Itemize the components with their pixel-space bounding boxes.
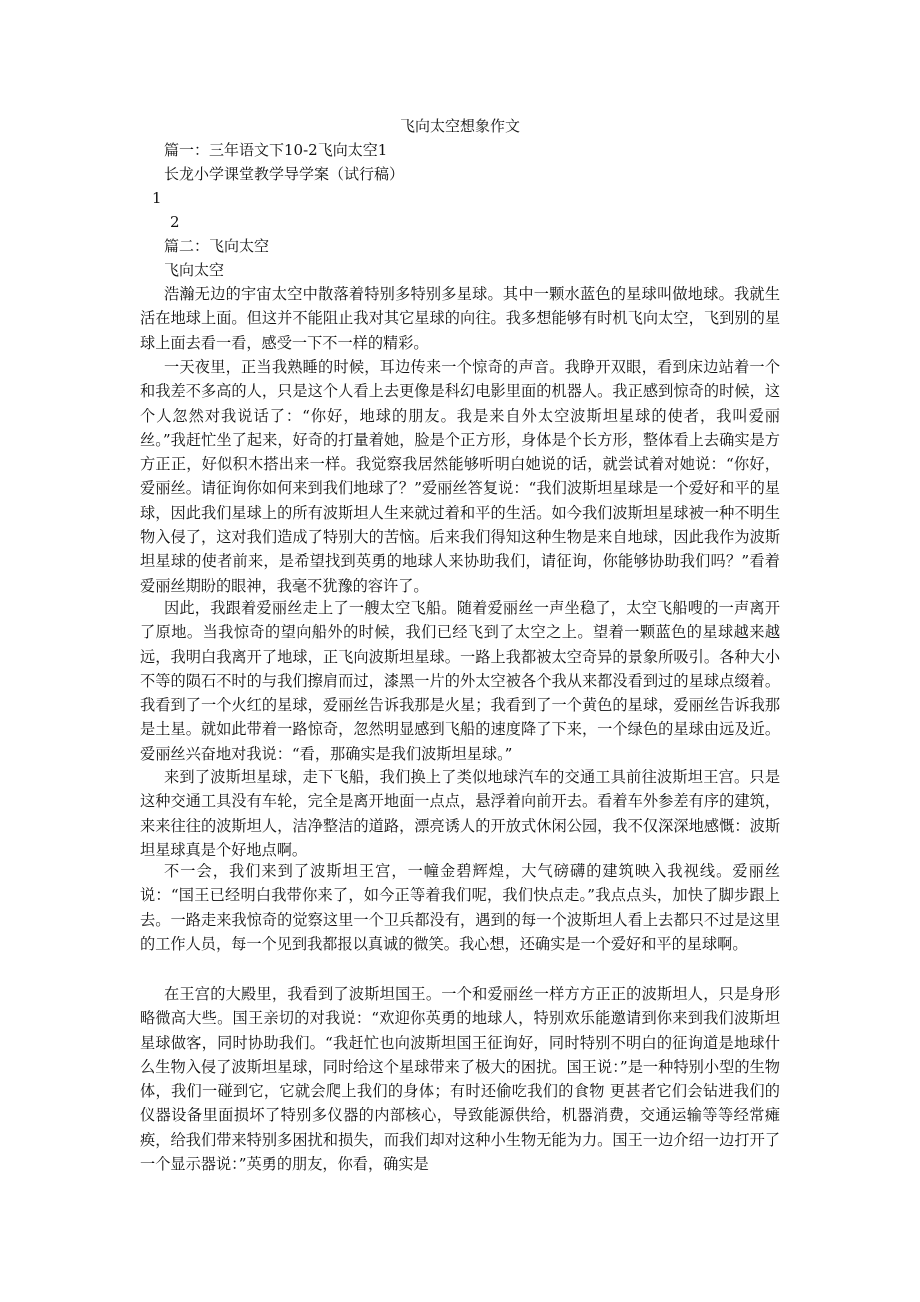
paragraph-5: 不一会，我们来到了波斯坦王宫，一幢金碧辉煌，大气磅礴的建筑映入我视线。爱丽丝说：“国王已经明白我带你来了，如今正等着我们呢，我们快点走。”我点点头，加快了脚步跟上去。一路走来我惊奇的觉察这里一个卫兵都没有，遇到的每一个波斯坦人看上去都只不过是这里的工作人员，每一个见到我都报以真诚的微笑。我心想，还确实是一个爱好和平的星球啊。 — [140, 862, 780, 953]
document-title: 飞向太空想象作文 — [399, 117, 520, 135]
header-line-section-two: 篇二：飞向太空 — [164, 237, 270, 255]
header-line-number-two: 2 — [170, 213, 180, 231]
paragraph-4: 来到了波斯坦星球，走下飞船，我们换上了类似地球汽车的交通工具前往波斯坦王宫。只是这种交通工具没有车轮，完全是离开地面一点点，悬浮着向前开去。看着车外参差有序的建筑，来来往往的波斯坦人，洁净整洁的道路，漂亮诱人的开放式休闲公园，我不仅深深地感慨：波斯坦星球真是个好地点啊。 — [140, 768, 780, 859]
paragraph-3: 因此，我跟着爱丽丝走上了一艘太空飞船。随着爱丽丝一声坐稳了，太空飞船嗖的一声离开了原地。当我惊奇的望向船外的时候，我们已经飞到了太空之上。望着一颗蓝色的星球越来越远，我明白我离开了地球，正飞向波斯坦星球。一路上我都被太空奇异的景象所吸引。各种大小不等的陨石不时的与我们擦肩而过，漆黑一片的外太空被各个我从来都没看到过的星球点缀着。我看到了一个火红的星球，爱丽丝告诉我那是火星；我看到了一个黄色的星球，爱丽丝告诉我那是土星。就如此带着一路惊奇，忽然明显感到飞船的速度降了下来，一个绿色的星球由远及近。爱丽丝兴奋地对我说：“看，那确实是我们波斯坦星球。” — [140, 599, 780, 763]
paragraph-6: 在王宫的大殿里，我看到了波斯坦国王。一个和爱丽丝一样方方正正的波斯坦人，只是身形略微高大些。国王亲切的对我说：“欢迎你英勇的地球人，特别欢乐能邀请到你来到我们波斯坦星球做客，同时协助我们。“我赶忙也向波斯坦国王征询好，同时特别不明白的征询道是地球什么生物入侵了波斯坦星球，同时给这个星球带来了极大的困扰。国王说：”是一种特别小型的生物体，我们一碰到它，它就会爬上我们的身体；有时还偷吃我们的食物 更甚者它们会钻进我们的仪器设备里面损坏了特别多仪器的内部核心，导致能源供给，机器消费，交通运输等等经常瘫痪，给我们带来特别多困扰和损失，而我们却对这种小生物无能为力。国王一边介绍一边打开了一个显示器说：”英勇的朋友，你看，确实是 — [140, 985, 780, 1174]
header-line-number-one: 1 — [152, 189, 162, 207]
header-line-section-one: 篇一：三年语文下10-2飞向太空1 — [164, 141, 388, 159]
paragraph-2: 一天夜里，正当我熟睡的时候，耳边传来一个惊奇的声音。我睁开双眼，看到床边站着一个和我差不多高的人，只是这个人看上去更像是科幻电影里面的机器人。我正感到惊奇的时候，这个人忽然对我说话了：“你好，地球的朋友。我是来自外太空波斯坦星球的使者，我叫爱丽丝。”我赶忙坐了起来，好奇的打量着她，脸是个正方形，身体是个长方形，整体看上去确实是方方正正，好似积木搭出来一样。我觉察我居然能够听明白她说的话，就尝试着对她说：“你好，爱丽丝。请征询你如何来到我们地球了？”爱丽丝答复说：“我们波斯坦星球是一个爱好和平的星球，因此我们星球上的所有波斯坦人生来就过着和平的生活。如今我们波斯坦星球被一种不明生物入侵了，这对我们造成了特别大的苦恼。后来我们得知这种生物是来自地球，因此我作为波斯坦星球的使者前来，是希望找到英勇的地球人来协助我们，请征询，你能够协助我们吗？”看着爱丽丝期盼的眼神，我毫不犹豫的容许了。 — [140, 358, 780, 595]
header-line-school: 长龙小学课堂教学导学案（试行稿） — [164, 165, 405, 183]
essay-title: 飞向太空 — [164, 261, 225, 279]
paragraph-1: 浩瀚无边的宇宙太空中散落着特别多特别多星球。其中一颗水蓝色的星球叫做地球。我就生活在地球上面。但这并不能阻止我对其它星球的向往。我多想能够有时机飞向太空，飞到别的星球上面去看一看，感受一下不一样的精彩。 — [140, 285, 780, 352]
